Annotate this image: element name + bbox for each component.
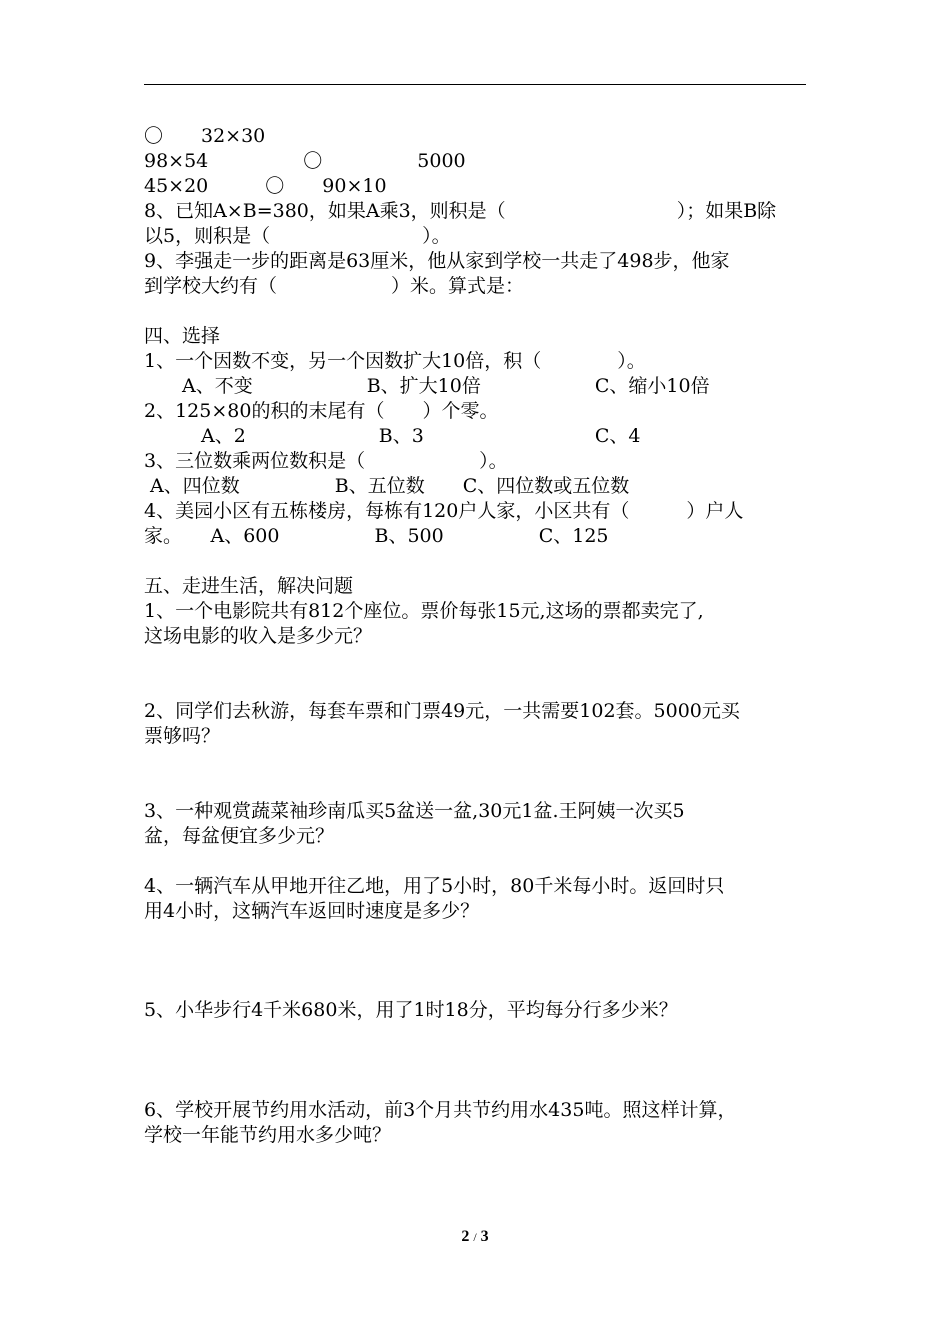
section-4-heading: 四、选择: [144, 325, 221, 347]
choice-4-options: 家。 A、600 B、500 C、125: [144, 525, 609, 547]
question-8-line-2: 以5，则积是（ ）。: [144, 225, 451, 247]
problem-2-line-2: 票够吗？: [144, 725, 221, 747]
question-9-line-2: 到学校大约有（ ）米。算式是：: [144, 275, 525, 297]
problem-4-line-1: 4、一辆汽车从甲地开往乙地，用了5小时，80千米每小时。返回时只: [144, 875, 725, 897]
problem-1-line-2: 这场电影的收入是多少元？: [144, 625, 373, 647]
section-5-heading: 五、走进生活，解决问题: [144, 575, 354, 597]
page-separator: /: [473, 1230, 477, 1244]
problem-1-line-1: 1、一个电影院共有812个座位。票价每张15元,这场的票都卖完了,: [144, 600, 704, 622]
choice-2-options: A、2 B、3 C、4: [144, 425, 641, 447]
problem-5-line-1: 5、小华步行4千米680米，用了1时18分，平均每分行多少米？: [144, 999, 678, 1021]
problem-4-line-2: 用4小时，这辆汽车返回时速度是多少？: [144, 900, 480, 922]
choice-4-question: 4、美园小区有五栋楼房，每栋有120户人家，小区共有（ ）户人: [144, 500, 744, 522]
page-number: [0, 1228, 950, 1246]
choice-3-question: 3、三位数乘两位数积是（ ）。: [144, 450, 508, 472]
choice-1-options: A、不变 B、扩大10倍 C、缩小10倍: [144, 375, 710, 397]
header-rule: [144, 84, 806, 85]
compare-line-3: 45×20 〇 90×10: [144, 175, 387, 197]
compare-line-1: 〇 32×30: [144, 125, 266, 147]
choice-2-question: 2、125×80的积的末尾有（ ）个零。: [144, 400, 499, 422]
problem-3-line-1: 3、一种观赏蔬菜袖珍南瓜买5盆送一盆,30元1盆.王阿姨一次买5: [144, 800, 685, 822]
problem-2-line-1: 2、同学们去秋游，每套车票和门票49元，一共需要102套。5000元买: [144, 700, 740, 722]
choice-3-options: A、四位数 B、五位数 C、四位数或五位数: [144, 475, 630, 497]
page-total: 3: [480, 1228, 489, 1245]
compare-line-2: 98×54 〇 5000: [144, 150, 466, 172]
question-9-line-1: 9、李强走一步的距离是63厘米，他从家到学校一共走了498步，他家: [144, 250, 730, 272]
problem-3-line-2: 盆，每盆便宜多少元？: [144, 825, 335, 847]
question-8-line-1: 8、已知A×B=380，如果A乘3，则积是（ ）；如果B除: [144, 200, 777, 222]
problem-6-line-1: 6、学校开展节约用水活动，前3个月共节约用水435吨。照这样计算，: [144, 1099, 737, 1121]
page-current: 2: [461, 1228, 470, 1245]
choice-1-question: 1、一个因数不变，另一个因数扩大10倍，积（ ）。: [144, 350, 646, 372]
problem-6-line-2: 学校一年能节约用水多少吨？: [144, 1124, 392, 1146]
